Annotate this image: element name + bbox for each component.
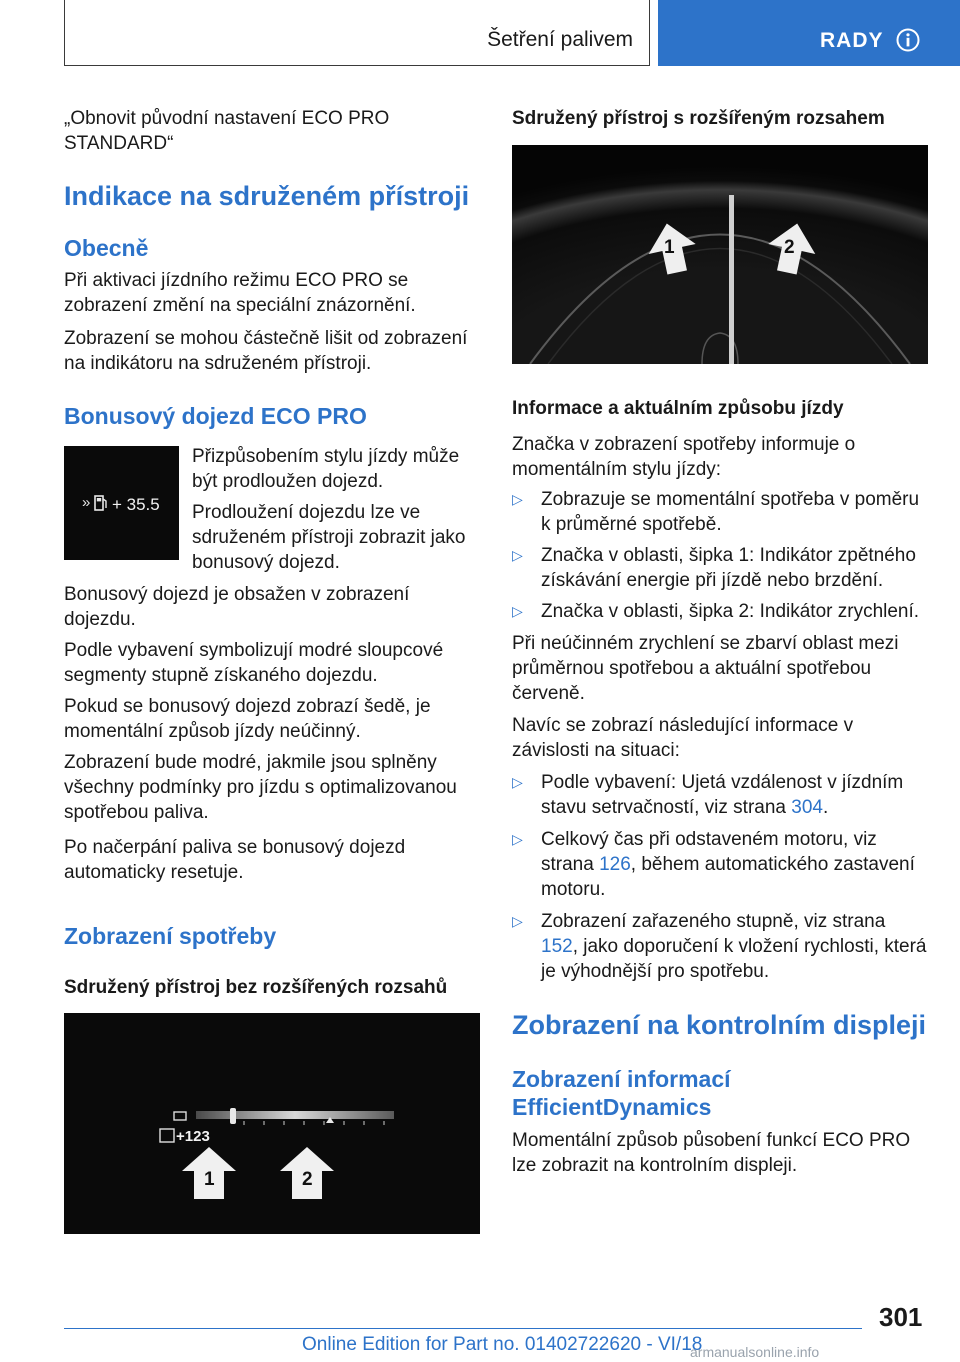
- paragraph-general-1: Při aktivaci jízdního režimu ECO PRO se zobrazení změní na speciální znázornění.: [64, 270, 416, 316]
- consumption-image-standard: [64, 1013, 480, 1234]
- footer-divider: [64, 1328, 862, 1329]
- heading-cluster-extended-range: Sdružený přístroj s rozšířeným rozsahem: [512, 108, 885, 129]
- triangle-bullet-icon: ▷: [512, 603, 523, 619]
- fuel-pump-icon: [94, 494, 108, 512]
- consumption-bar-illustration: [64, 1013, 480, 1234]
- arrow-1-label: 1: [204, 1169, 215, 1190]
- header-brand-label: RADY: [820, 29, 884, 52]
- list-item: [512, 770, 928, 820]
- triangle-bullet-icon: ▷: [512, 913, 523, 929]
- paragraph-bonus-6: Zobrazení bude modré, jakmile jsou splněny všechny podmínky pro jízdu s optimalizovanou spotřebou paliva.: [64, 752, 457, 823]
- list-item-text: Celkový čas při odstaveném motoru, viz strana 126, během automatického zastavení motoru.: [541, 829, 915, 900]
- list-item: [512, 487, 928, 535]
- header-brand-tab[interactable]: [658, 0, 960, 66]
- consumption-value: +123: [176, 1128, 210, 1145]
- gauge-illustration: [512, 145, 928, 364]
- heading-consumption-display: Zobrazení spotřeby: [64, 923, 277, 949]
- paragraph-bonus-2: Prodloužení dojezdu lze ve sdruženém přístroji zobrazit jako bonusový dojezd.: [192, 502, 466, 573]
- list-item: [512, 543, 928, 591]
- triangle-bullet-icon: ▷: [512, 831, 523, 847]
- paragraph-bonus-1: Přizpůsobením stylu jízdy může být prodloužen dojezd.: [192, 446, 460, 492]
- info-circle-icon[interactable]: [896, 28, 920, 52]
- page-link-304[interactable]: 304: [791, 797, 823, 818]
- chevrons-icon: »: [82, 494, 91, 511]
- header-section-title: Šetření palivem: [487, 28, 633, 51]
- arrow-2-label: 2: [302, 1169, 313, 1190]
- list-item: [512, 599, 928, 623]
- heading-cluster-without-ranges: Sdružený přístroj bez rozšířených rozsahů: [64, 977, 448, 998]
- paragraph-info-3: Navíc se zobrazí následující informace v závislosti na situaci:: [512, 715, 854, 761]
- page-link-126[interactable]: 126: [599, 854, 631, 875]
- intro-text: „Obnovit původní nastavení ECO PRO STANDARD“: [64, 108, 390, 154]
- paragraph-general-2: Zobrazení se mohou částečně lišit od zobrazení na indikátoru na sdruženém přístroji.: [64, 328, 468, 374]
- consumption-image-extended: [512, 145, 928, 364]
- triangle-bullet-icon: ▷: [512, 491, 523, 507]
- paragraph-bonus-7: Po načerpání paliva se bonusový dojezd automaticky resetuje.: [64, 837, 406, 883]
- page-link-152[interactable]: 152: [541, 936, 573, 957]
- paragraph-info-1: Značka v zobrazení spotřeby informuje o momentálním stylu jízdy:: [512, 434, 856, 480]
- paragraph-bonus-3: Bonusový dojezd je obsažen v zobrazení dojezdu.: [64, 584, 410, 630]
- bonus-range-image: [64, 446, 179, 560]
- list-item-text: Zobrazuje se momentální spotřeba v poměru k průměrné spotřebě.: [541, 489, 920, 535]
- paragraph-info-2: Při neúčinném zrychlení se zbarví oblast mezi průměrnou spotřebou a aktuální spotřebou červeně.: [512, 633, 899, 704]
- gauge-arrow-1-label: 1: [664, 237, 675, 258]
- heading-bonus-range: Bonusový dojezd ECO PRO: [64, 403, 367, 429]
- gauge-arrow-2-label: 2: [784, 237, 795, 258]
- heading-control-display: Zobrazení na kontrolním displeji: [512, 1010, 927, 1040]
- list-item-text: Značka v oblasti, šipka 2: Indikátor zrychlení.: [541, 601, 920, 622]
- list-item-text: Zobrazení zařazeného stupně, viz strana 152, jako doporučení k vložení rychlosti, která je výhodnější pro spotřebu.: [541, 911, 927, 982]
- paragraph-bonus-4: Podle vybavení symbolizují modré sloupcové segmenty stupně získaného dojezdu.: [64, 640, 444, 686]
- triangle-bullet-icon: ▷: [512, 774, 523, 790]
- heading-driving-style-info: Informace a aktuálním způsobu jízdy: [512, 398, 844, 419]
- triangle-bullet-icon: ▷: [512, 547, 523, 563]
- page-number: 301: [879, 1302, 923, 1332]
- watermark-text: armanualsonline.info: [690, 1344, 820, 1360]
- heading-general: Obecně: [64, 235, 149, 261]
- list-item: [512, 909, 928, 984]
- paragraph-bonus-5: Pokud se bonusový dojezd zobrazí šedě, je momentální způsob jízdy neúčinný.: [64, 696, 431, 742]
- heading-efficientdynamics: Zobrazení informací EfficientDynamics: [512, 1066, 731, 1120]
- heading-cluster-indication: Indikace na sdruženém přístroji: [64, 181, 470, 211]
- list-item-text: Podle vybavení: Ujetá vzdálenost v jízdním stavu setrvačností, viz strana 304.: [541, 772, 904, 818]
- header-section-box: [64, 0, 650, 66]
- bonus-range-value: + 35.5: [112, 495, 160, 514]
- list-item: [512, 827, 928, 902]
- paragraph-efficientdynamics: Momentální způsob působení funkcí ECO PRO lze zobrazit na kontrolním displeji.: [512, 1130, 911, 1176]
- list-item-text: Značka v oblasti, šipka 1: Indikátor zpětného získávání energie při jízdě nebo brzdění.: [541, 545, 916, 591]
- footer-edition: Online Edition for Part no. 01402722620 - VI/18: [302, 1334, 703, 1355]
